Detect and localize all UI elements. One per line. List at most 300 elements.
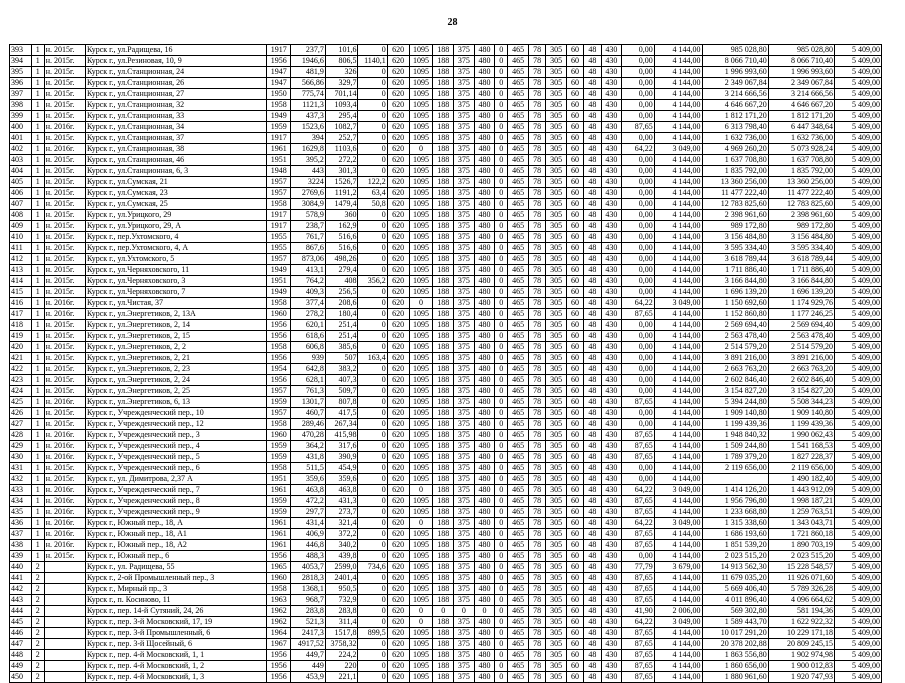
table-cell: 5 409,00 bbox=[835, 452, 882, 463]
table-cell: 3 166 844,80 bbox=[702, 276, 768, 287]
table-cell: 2 bbox=[31, 573, 44, 584]
table-cell: 60 bbox=[566, 331, 583, 342]
table-cell: 465 bbox=[508, 210, 529, 221]
table-cell: 425 bbox=[10, 397, 32, 408]
table-cell: 465 bbox=[508, 177, 529, 188]
table-cell: 188 bbox=[433, 628, 454, 639]
table-cell: 1 bbox=[31, 254, 44, 265]
table-cell: 620 bbox=[387, 309, 409, 320]
table-cell: 1095 bbox=[409, 672, 433, 683]
table-cell: 396 bbox=[10, 78, 32, 89]
table-cell: 465 bbox=[508, 650, 529, 661]
table-cell: Курск г., ул.Урицкого, 29 bbox=[85, 210, 266, 221]
table-cell: 0 bbox=[358, 287, 387, 298]
table-cell: 375 bbox=[454, 56, 475, 67]
table-cell: 1963 bbox=[267, 595, 291, 606]
table-cell: 1957 bbox=[267, 254, 291, 265]
table-cell: 400 bbox=[10, 122, 32, 133]
table-cell: 5 409,00 bbox=[835, 199, 882, 210]
table-cell: 620 bbox=[387, 540, 409, 551]
table-cell: н. 2016г. bbox=[44, 144, 85, 155]
table-cell: 620 bbox=[387, 265, 409, 276]
table-cell: 430 bbox=[601, 375, 622, 386]
table-cell: 0 bbox=[358, 639, 387, 650]
table-row bbox=[10, 100, 882, 111]
table-cell: 0,00 bbox=[622, 276, 655, 287]
table-cell: 305 bbox=[546, 111, 567, 122]
table-cell: 87,65 bbox=[622, 496, 655, 507]
table-cell: 87,65 bbox=[622, 584, 655, 595]
table-cell: 403 bbox=[10, 155, 32, 166]
table-cell: 2 349 067,84 bbox=[702, 78, 768, 89]
table-cell: 480 bbox=[474, 518, 495, 529]
table-cell: Курск г., ул.Энергетиков, 2, 23 bbox=[85, 364, 266, 375]
table-cell: 2 bbox=[31, 661, 44, 672]
table-cell: Курск г., Учрежденческий пер., 12 bbox=[85, 419, 266, 430]
table-cell: 50,8 bbox=[358, 199, 387, 210]
table-row bbox=[10, 628, 882, 639]
table-cell: 1 bbox=[31, 133, 44, 144]
table-cell: 0 bbox=[495, 408, 508, 419]
table-cell: 1 199 439,36 bbox=[768, 419, 834, 430]
table-cell: 5 409,00 bbox=[835, 45, 882, 56]
table-cell: 480 bbox=[474, 386, 495, 397]
table-cell: 122,2 bbox=[358, 177, 387, 188]
table-cell: 2 514 579,20 bbox=[702, 342, 768, 353]
table-cell: 566,86 bbox=[291, 78, 326, 89]
table-cell: 480 bbox=[474, 276, 495, 287]
table-cell: 1959 bbox=[267, 441, 291, 452]
table-cell: 620 bbox=[387, 210, 409, 221]
table-cell: 732,9 bbox=[325, 595, 358, 606]
table-cell: 5 409,00 bbox=[835, 122, 882, 133]
table-cell: 4 144,00 bbox=[654, 573, 702, 584]
table-cell: 430 bbox=[601, 408, 622, 419]
table-cell: 620,1 bbox=[291, 320, 326, 331]
table-cell: 305 bbox=[546, 89, 567, 100]
table-cell: Курск г., пер. 3-й Щосейный, 6 bbox=[85, 639, 266, 650]
table-cell: 87,65 bbox=[622, 573, 655, 584]
table-cell: Курск г., Учрежденческий пер., 10 bbox=[85, 408, 266, 419]
table-cell: 1960 bbox=[267, 573, 291, 584]
table-cell: 4 144,00 bbox=[654, 628, 702, 639]
table-cell: 305 bbox=[546, 166, 567, 177]
table-cell bbox=[44, 628, 85, 639]
table-cell: 2 398 961,60 bbox=[702, 210, 768, 221]
table-cell: 78 bbox=[528, 562, 545, 573]
table-cell: 401 bbox=[10, 133, 32, 144]
table-cell: 430 bbox=[601, 122, 622, 133]
table-cell: Курск г., ул.Энергетиков, 2, 21 bbox=[85, 353, 266, 364]
table-cell: 3 679,00 bbox=[654, 562, 702, 573]
table-row bbox=[10, 573, 882, 584]
table-cell: 1 bbox=[31, 111, 44, 122]
table-cell: 78 bbox=[528, 529, 545, 540]
table-cell: 4 969 260,20 bbox=[702, 144, 768, 155]
table-cell: 78 bbox=[528, 111, 545, 122]
table-cell: 0 bbox=[358, 529, 387, 540]
table-cell: 78 bbox=[528, 188, 545, 199]
table-cell: 0 bbox=[495, 111, 508, 122]
table-cell: 480 bbox=[474, 122, 495, 133]
table-cell: 1 bbox=[31, 364, 44, 375]
table-cell: 430 bbox=[601, 573, 622, 584]
table-cell: 430 bbox=[601, 551, 622, 562]
table-cell: 465 bbox=[508, 452, 529, 463]
table-cell: 1 bbox=[31, 507, 44, 518]
table-cell bbox=[44, 650, 85, 661]
table-cell: 620 bbox=[387, 408, 409, 419]
table-cell: 188 bbox=[433, 463, 454, 474]
table-cell: 1957 bbox=[267, 177, 291, 188]
table-cell: 437 bbox=[10, 529, 32, 540]
table-cell: 1629,8 bbox=[291, 144, 326, 155]
table-cell: 409 bbox=[10, 221, 32, 232]
table-cell: 620 bbox=[387, 166, 409, 177]
table-cell: 4 144,00 bbox=[654, 221, 702, 232]
table-cell: 78 bbox=[528, 375, 545, 386]
table-cell: 443 bbox=[10, 595, 32, 606]
table-cell: 48 bbox=[584, 188, 601, 199]
table-cell: 420 bbox=[10, 342, 32, 353]
table-cell: 0,00 bbox=[622, 551, 655, 562]
table-cell: 4 144,00 bbox=[654, 353, 702, 364]
table-cell: 761,3 bbox=[291, 386, 326, 397]
table-cell: 188 bbox=[433, 287, 454, 298]
table-cell: 0,00 bbox=[622, 254, 655, 265]
table-cell: 0 bbox=[495, 474, 508, 485]
table-cell: н. 2015г. bbox=[44, 45, 85, 56]
table-row bbox=[10, 463, 882, 474]
table-cell: н. 2016г. bbox=[44, 496, 85, 507]
table-cell: 1095 bbox=[409, 45, 433, 56]
table-cell: 620 bbox=[387, 100, 409, 111]
table-cell: 60 bbox=[566, 529, 583, 540]
table-row bbox=[10, 551, 882, 562]
table-row bbox=[10, 639, 882, 650]
table-cell: 516,6 bbox=[325, 232, 358, 243]
table-cell: 78 bbox=[528, 452, 545, 463]
table-cell: 431,8 bbox=[291, 452, 326, 463]
table-cell: 305 bbox=[546, 298, 567, 309]
table-cell: 480 bbox=[474, 298, 495, 309]
table-cell: 414 bbox=[10, 276, 32, 287]
table-row bbox=[10, 122, 882, 133]
table-row bbox=[10, 650, 882, 661]
table-cell: 1 956 796,80 bbox=[702, 496, 768, 507]
table-cell: 20 809 245,15 bbox=[768, 639, 834, 650]
table-cell: 188 bbox=[433, 331, 454, 342]
page-number: 28 bbox=[447, 17, 458, 28]
table-row bbox=[10, 276, 882, 287]
table-cell: н. 2015г. bbox=[44, 353, 85, 364]
table-cell: 620 bbox=[387, 232, 409, 243]
table-cell: 5 409,00 bbox=[835, 210, 882, 221]
table-cell: 0 bbox=[358, 441, 387, 452]
table-cell: 5 409,00 bbox=[835, 78, 882, 89]
table-cell: 480 bbox=[474, 463, 495, 474]
table-cell: 1 622 922,32 bbox=[768, 617, 834, 628]
table-cell: 48 bbox=[584, 419, 601, 430]
table-cell: 305 bbox=[546, 56, 567, 67]
table-cell: 48 bbox=[584, 144, 601, 155]
table-cell: 465 bbox=[508, 45, 529, 56]
table-row bbox=[10, 661, 882, 672]
table-cell: 60 bbox=[566, 254, 583, 265]
table-cell: 426 bbox=[10, 408, 32, 419]
table-cell: 1095 bbox=[409, 639, 433, 650]
table-cell: 8 066 710,40 bbox=[702, 56, 768, 67]
table-cell: 305 bbox=[546, 540, 567, 551]
table-cell: 419 bbox=[10, 331, 32, 342]
table-cell: 48 bbox=[584, 386, 601, 397]
table-cell: 465 bbox=[508, 89, 529, 100]
table-row bbox=[10, 221, 882, 232]
table-cell: 305 bbox=[546, 661, 567, 672]
table-cell: 188 bbox=[433, 188, 454, 199]
table-cell: 188 bbox=[433, 232, 454, 243]
table-cell: 1959 bbox=[267, 452, 291, 463]
table-cell: 1191,2 bbox=[325, 188, 358, 199]
table-cell: 1 bbox=[31, 144, 44, 155]
table-cell: 1 909 140,80 bbox=[702, 408, 768, 419]
table-cell: 305 bbox=[546, 628, 567, 639]
table-cell: 480 bbox=[474, 67, 495, 78]
table-cell: 188 bbox=[433, 144, 454, 155]
table-cell: 516,6 bbox=[325, 243, 358, 254]
table-cell: 1 909 140,80 bbox=[768, 408, 834, 419]
table-cell: 289,46 bbox=[291, 419, 326, 430]
table-cell: 0,00 bbox=[622, 188, 655, 199]
table-cell: 1095 bbox=[409, 155, 433, 166]
table-cell: 620 bbox=[387, 353, 409, 364]
register-table bbox=[9, 44, 882, 683]
table-cell: 5 409,00 bbox=[835, 507, 882, 518]
table-cell: 305 bbox=[546, 397, 567, 408]
table-cell: 11 477 222,40 bbox=[768, 188, 834, 199]
table-cell: 1958 bbox=[267, 100, 291, 111]
table-cell: 480 bbox=[474, 232, 495, 243]
table-cell: Курск г., ул.Черняховского, 11 bbox=[85, 265, 266, 276]
table-cell: 390,9 bbox=[325, 452, 358, 463]
table-cell: 620 bbox=[387, 584, 409, 595]
table-cell: 5 409,00 bbox=[835, 177, 882, 188]
table-cell: 0 bbox=[358, 331, 387, 342]
table-cell: 620 bbox=[387, 56, 409, 67]
table-cell: 0,00 bbox=[622, 210, 655, 221]
table-cell: 465 bbox=[508, 540, 529, 551]
table-cell: 1 686 193,60 bbox=[702, 529, 768, 540]
table-cell: 0 bbox=[495, 507, 508, 518]
table-cell: 1957 bbox=[267, 408, 291, 419]
table-cell: 4 144,00 bbox=[654, 529, 702, 540]
table-cell: 1956 bbox=[267, 320, 291, 331]
table-cell: 0,00 bbox=[622, 342, 655, 353]
table-cell: 305 bbox=[546, 254, 567, 265]
table-cell: 4 144,00 bbox=[654, 177, 702, 188]
table-cell: 417 bbox=[10, 309, 32, 320]
table-cell: 480 bbox=[474, 144, 495, 155]
table-row bbox=[10, 331, 882, 342]
table-cell: 78 bbox=[528, 628, 545, 639]
table-cell: Курск г., ул.Чистая, 37 bbox=[85, 298, 266, 309]
table-cell: 0 bbox=[358, 496, 387, 507]
table-cell: 5 409,00 bbox=[835, 573, 882, 584]
table-cell: 1095 bbox=[409, 188, 433, 199]
table-cell: 0 bbox=[495, 639, 508, 650]
table-cell: 64,22 bbox=[622, 298, 655, 309]
table-row bbox=[10, 485, 882, 496]
table-cell: 1095 bbox=[409, 210, 433, 221]
table-cell: 1479,4 bbox=[325, 199, 358, 210]
table-cell: 465 bbox=[508, 496, 529, 507]
table-row bbox=[10, 562, 882, 573]
table-cell: 375 bbox=[454, 441, 475, 452]
table-cell: 188 bbox=[433, 100, 454, 111]
table-cell: 397 bbox=[10, 89, 32, 100]
table-cell: 408 bbox=[10, 210, 32, 221]
table-cell: 415,98 bbox=[325, 430, 358, 441]
table-cell: 1 863 556,80 bbox=[702, 650, 768, 661]
table-cell: 0,00 bbox=[622, 364, 655, 375]
table-cell: 0 bbox=[358, 45, 387, 56]
table-cell: 2 514 579,20 bbox=[768, 342, 834, 353]
table-cell: 305 bbox=[546, 518, 567, 529]
table-cell: 5 409,00 bbox=[835, 408, 882, 419]
table-cell: 620 bbox=[387, 419, 409, 430]
table-cell: 408 bbox=[325, 276, 358, 287]
table-cell: 305 bbox=[546, 485, 567, 496]
table-row bbox=[10, 606, 882, 617]
table-cell: 375 bbox=[454, 617, 475, 628]
table-cell: 1 bbox=[31, 419, 44, 430]
table-cell: 60 bbox=[566, 617, 583, 628]
table-cell: Курск г., Мирный пр., 3 bbox=[85, 584, 266, 595]
table-cell: 6 313 798,40 bbox=[702, 122, 768, 133]
table-cell: 48 bbox=[584, 661, 601, 672]
table-cell: 1 509 244,80 bbox=[702, 441, 768, 452]
table-cell: 383,2 bbox=[325, 364, 358, 375]
table-row bbox=[10, 540, 882, 551]
table-cell: 1955 bbox=[267, 232, 291, 243]
table-cell: 4 144,00 bbox=[654, 199, 702, 210]
table-cell: 0,00 bbox=[622, 474, 655, 485]
table-cell: 4 144,00 bbox=[654, 265, 702, 276]
table-cell: 1095 bbox=[409, 507, 433, 518]
table-cell: 4 144,00 bbox=[654, 89, 702, 100]
table-cell: 1960 bbox=[267, 430, 291, 441]
table-cell: 48 bbox=[584, 573, 601, 584]
table-cell: 5 409,00 bbox=[835, 155, 882, 166]
table-cell: 78 bbox=[528, 397, 545, 408]
table-cell: 60 bbox=[566, 375, 583, 386]
table-cell: 1 343 043,71 bbox=[768, 518, 834, 529]
table-cell: 78 bbox=[528, 56, 545, 67]
table-cell: 48 bbox=[584, 518, 601, 529]
table-cell: 305 bbox=[546, 45, 567, 56]
table-cell: 48 bbox=[584, 331, 601, 342]
table-cell: 441 bbox=[10, 573, 32, 584]
table-cell: 48 bbox=[584, 199, 601, 210]
table-cell: 87,65 bbox=[622, 430, 655, 441]
table-cell: 0,00 bbox=[622, 331, 655, 342]
table-cell: 20 378 202,88 bbox=[702, 639, 768, 650]
table-cell: 3 154 827,20 bbox=[702, 386, 768, 397]
table-cell: 188 bbox=[433, 474, 454, 485]
table-cell: 60 bbox=[566, 199, 583, 210]
table-cell: 4 144,00 bbox=[654, 397, 702, 408]
table-cell: 480 bbox=[474, 265, 495, 276]
table-cell: 465 bbox=[508, 661, 529, 672]
table-cell: 430 bbox=[601, 133, 622, 144]
table-cell: 283,8 bbox=[291, 606, 326, 617]
table-cell: 5 409,00 bbox=[835, 672, 882, 683]
table-cell: 807,8 bbox=[325, 397, 358, 408]
table-cell: 1951 bbox=[267, 474, 291, 485]
table-cell: 430 bbox=[601, 397, 622, 408]
table-cell: 4 144,00 bbox=[654, 309, 702, 320]
table-cell: 3 156 484,80 bbox=[702, 232, 768, 243]
table-cell: 1095 bbox=[409, 100, 433, 111]
table-row bbox=[10, 529, 882, 540]
table-cell: 0 bbox=[495, 672, 508, 683]
table-row bbox=[10, 397, 882, 408]
table-cell: 1 bbox=[31, 386, 44, 397]
table-cell: 188 bbox=[433, 397, 454, 408]
table-cell: 87,65 bbox=[622, 122, 655, 133]
table-cell: 188 bbox=[433, 320, 454, 331]
table-cell: 4 144,00 bbox=[654, 122, 702, 133]
table-cell: 2 bbox=[31, 584, 44, 595]
table-cell: 430 bbox=[601, 78, 622, 89]
table-cell: 5 409,00 bbox=[835, 529, 882, 540]
table-cell: 5 409,00 bbox=[835, 353, 882, 364]
table-cell: 3 595 334,40 bbox=[768, 243, 834, 254]
table-cell: 439,8 bbox=[325, 551, 358, 562]
table-cell: 1956 bbox=[267, 661, 291, 672]
table-cell: 446 bbox=[10, 628, 32, 639]
table-cell: 188 bbox=[433, 276, 454, 287]
table-cell: 0 bbox=[358, 419, 387, 430]
table-cell: 0 bbox=[358, 144, 387, 155]
table-cell: 1 233 668,80 bbox=[702, 507, 768, 518]
table-cell: 620 bbox=[387, 518, 409, 529]
table-cell: 4 144,00 bbox=[654, 540, 702, 551]
table-cell: 430 bbox=[601, 562, 622, 573]
table-cell: 395,2 bbox=[291, 155, 326, 166]
table-row bbox=[10, 144, 882, 155]
table-cell: 0 bbox=[358, 397, 387, 408]
table-cell: 48 bbox=[584, 320, 601, 331]
table-cell: 2 bbox=[31, 562, 44, 573]
table-cell: 620 bbox=[387, 573, 409, 584]
table-cell: 375 bbox=[454, 386, 475, 397]
table-cell: 375 bbox=[454, 474, 475, 485]
table-cell: 188 bbox=[433, 441, 454, 452]
table-cell: 5 409,00 bbox=[835, 430, 882, 441]
table-cell: 60 bbox=[566, 320, 583, 331]
table-cell: 305 bbox=[546, 375, 567, 386]
table-cell: 5 409,00 bbox=[835, 617, 882, 628]
table-cell: 899,5 bbox=[358, 628, 387, 639]
table-cell: 0 bbox=[358, 507, 387, 518]
table-cell: 430 bbox=[601, 639, 622, 650]
table-cell: 305 bbox=[546, 562, 567, 573]
table-cell: 5 409,00 bbox=[835, 298, 882, 309]
table-cell: 460,7 bbox=[291, 408, 326, 419]
table-cell: 359,6 bbox=[291, 474, 326, 485]
table-cell: 5 409,00 bbox=[835, 254, 882, 265]
